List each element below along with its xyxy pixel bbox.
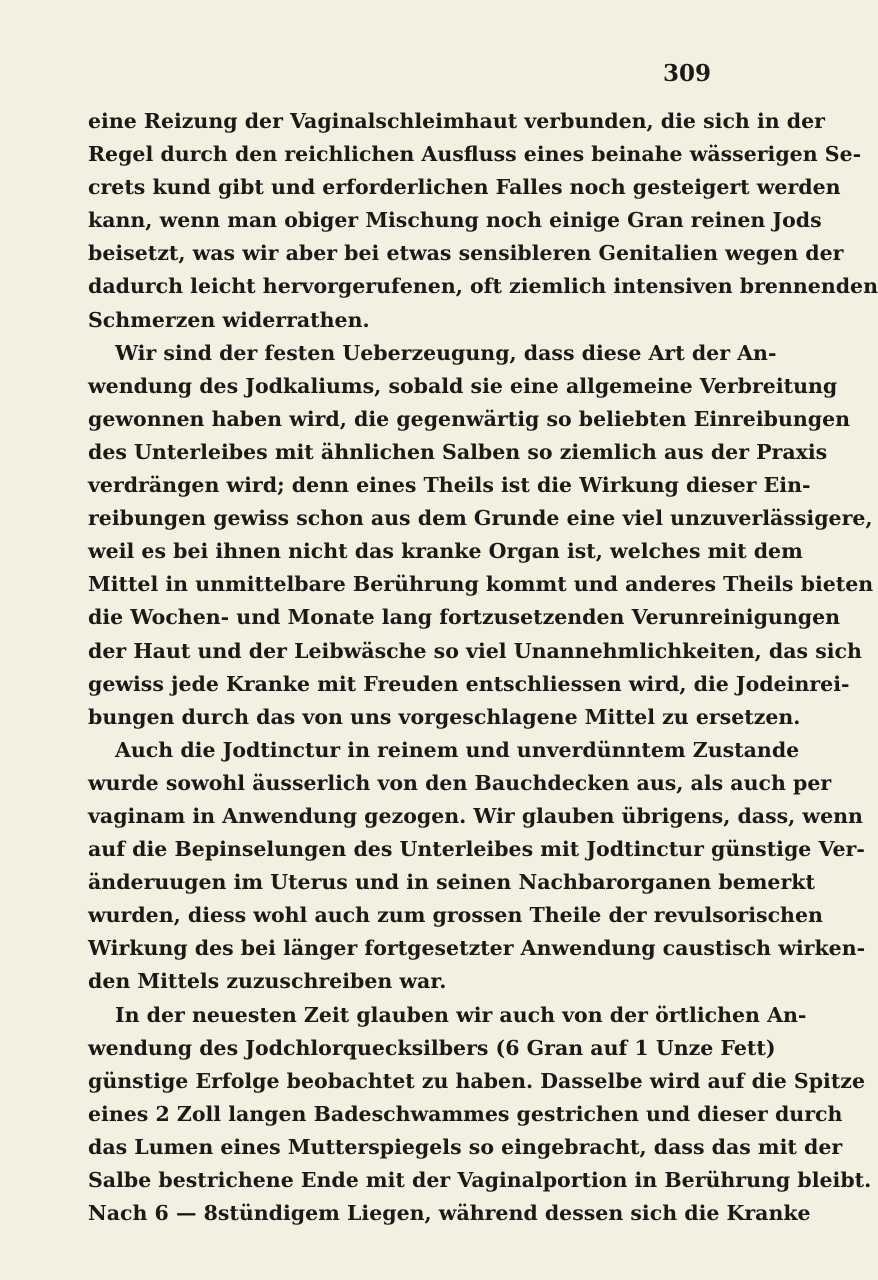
text-line: vaginam in Anwendung gezogen. Wir glauben übrigens, dass, wenn [88, 803, 863, 828]
body-text [88, 105, 878, 1230]
text-line: Nach 6 — 8stündigem Liegen, während dessen sich die Kranke [88, 1201, 811, 1226]
text-line: wendung des Jodchlorquecksilbers (6 Gran auf 1 Unze Fett) [88, 1035, 776, 1060]
text-line: Salbe bestrichene Ende mit der Vaginalportion in Berührung bleibt. [88, 1168, 872, 1192]
text-line: kann, wenn man obiger Mischung noch einige Gran reinen Jods [88, 208, 822, 233]
text-line: beisetzt, was wir aber bei etwas sensibleren Genitalien wegen der [88, 241, 844, 266]
text-line: Regel durch den reichlichen Ausfluss eines beinahe wässerigen Se- [88, 142, 862, 167]
paragraph-3 [88, 734, 866, 999]
text-line: günstige Erfolge beobachtet zu haben. Dasselbe wird auf die Spitze [88, 1068, 865, 1093]
text-line: reibungen gewiss schon aus dem Grunde eine viel unzuverlässigere, [88, 506, 873, 531]
text-line: eines 2 Zoll langen Badeschwammes gestrichen und dieser durch [88, 1101, 843, 1126]
page-number: 309 [662, 60, 711, 87]
text-line: gewiss jede Kranke mit Freuden entschliessen wird, die Jodeinrei- [88, 671, 850, 696]
text-line: wendung des Jodkaliums, sobald sie eine allgemeine Verbreitung [88, 373, 838, 398]
text-line: der Haut und der Leibwäsche so viel Unannehmlichkeiten, das sich [88, 638, 862, 663]
text-line: Wir sind der festen Ueberzeugung, dass diese Art der An- [115, 340, 777, 365]
text-line: gewonnen haben wird, die gegenwärtig so beliebten Einreibungen [88, 406, 851, 431]
text-line: den Mittels zuzuschreiben war. [88, 969, 447, 994]
text-line: Auch die Jodtinctur in reinem und unverdünntem Zustande [115, 737, 800, 762]
text-line: In der neuesten Zeit glauben wir auch von der örtlichen An- [115, 1002, 807, 1027]
text-line: wurden, diess wohl auch zum grossen Theile der revulsorischen [88, 903, 823, 928]
paragraph-1 [88, 105, 878, 337]
text-line: das Lumen eines Mutterspiegels so eingebracht, dass das mit der [88, 1134, 843, 1159]
text-line: änderuugen im Uterus und in seinen Nachbarorganen bemerkt [88, 870, 815, 895]
text-line: die Wochen- und Monate lang fortzusetzenden Verunreinigungen [88, 605, 841, 630]
paragraph-2 [88, 337, 874, 734]
text-line: weil es bei ihnen nicht das kranke Organ ist, welches mit dem [88, 539, 803, 564]
text-line: bungen durch das von uns vorgeschlagene Mittel zu ersetzen. [88, 704, 801, 729]
text-line: auf die Bepinselungen des Unterleibes mit Jodtinctur günstige Ver- [88, 837, 865, 862]
text-line: dadurch leicht hervorgerufenen, oft ziemlich intensiven brennenden [88, 274, 878, 299]
text-line: des Unterleibes mit ähnlichen Salben so ziemlich aus der Praxis [88, 439, 828, 464]
text-line: eine Reizung der Vaginalschleimhaut verbunden, die sich in der [88, 109, 825, 133]
text-line: Mittel in unmittelbare Berührung kommt und anderes Theils bieten [88, 572, 874, 597]
paragraph-4 [88, 999, 872, 1231]
text-line: verdrängen wird; denn eines Theils ist die Wirkung dieser Ein- [88, 473, 811, 498]
text-line: Schmerzen widerrathen. [88, 307, 370, 332]
text-line: wurde sowohl äusserlich von den Bauchdecken aus, als auch per [88, 770, 832, 795]
text-line: Wirkung des bei länger fortgesetzter Anwendung caustisch wirken- [88, 936, 866, 961]
text-line: crets kund gibt und erforderlichen Falles noch gesteigert werden [88, 175, 841, 200]
